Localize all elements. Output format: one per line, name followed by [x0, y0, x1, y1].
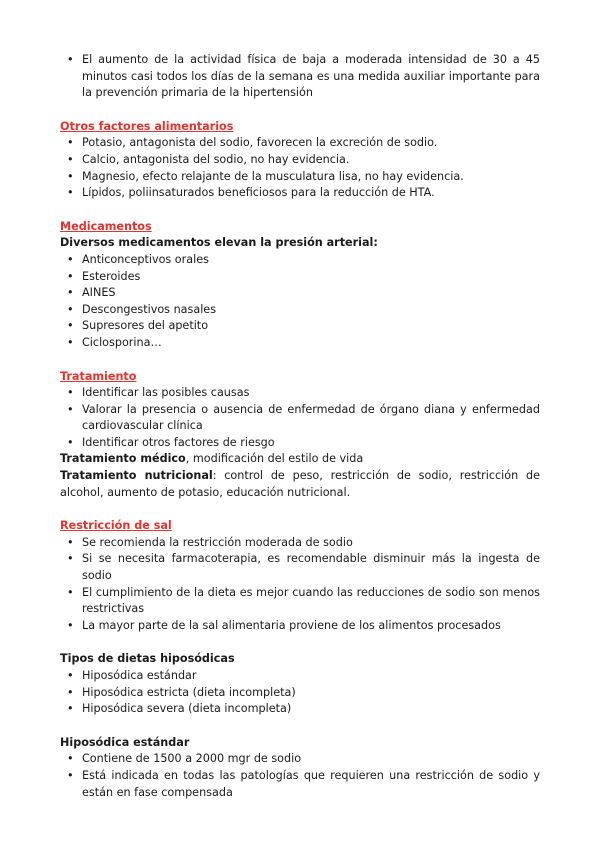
tratamiento-medico-label: Tratamiento médico — [60, 452, 186, 466]
tratamiento-nutricional-paragraph — [60, 468, 540, 501]
section-tipos-dietas — [60, 651, 540, 717]
otros-factores-list — [60, 135, 540, 201]
list-item: • Ciclosporina… — [60, 335, 540, 352]
list-item: • Esteroides — [60, 269, 540, 286]
medicamentos-subheading: Diversos medicamentos elevan la presión arterial: — [60, 236, 378, 250]
tratamiento-medico-text: , modificación del estilo de vida — [185, 452, 364, 466]
list-item: • Valorar la presencia o ausencia de enfermedad de órgano diana y enfermedad cardiovascular clínica — [60, 402, 540, 435]
list-item: • Hiposódica estricta (dieta incompleta) — [60, 685, 540, 702]
medicamentos-heading: Medicamentos — [60, 219, 152, 233]
list-item: • Magnesio, efecto relajante de la musculatura lisa, no hay evidencia. — [60, 169, 540, 186]
section-medicamentos — [60, 219, 540, 352]
restriccion-sal-list — [60, 535, 540, 635]
restriccion-sal-heading: Restricción de sal — [60, 519, 172, 533]
list-item: • Anticonceptivos orales — [60, 252, 540, 269]
list-item: • Contiene de 1500 a 2000 mgr de sodio — [60, 751, 540, 768]
list-item: • Hiposódica severa (dieta incompleta) — [60, 701, 540, 718]
section-tratamiento — [60, 369, 540, 502]
list-item: • La mayor parte de la sal alimentaria proviene de los alimentos procesados — [60, 618, 540, 635]
list-item: • AINES — [60, 285, 540, 302]
medicamentos-list — [60, 252, 540, 352]
list-item: • Calcio, antagonista del sodio, no hay evidencia. — [60, 152, 540, 169]
tipos-dietas-heading: Tipos de dietas hiposódicas — [60, 652, 235, 666]
list-item: • El cumplimiento de la dieta es mejor cuando las reducciones de sodio son menos restrictivas — [60, 585, 540, 618]
list-item: • Identificar otros factores de riesgo — [60, 435, 540, 452]
list-item: • Descongestivos nasales — [60, 302, 540, 319]
section-restriccion-sal — [60, 518, 540, 634]
section-otros-factores — [60, 119, 540, 202]
tratamiento-list — [60, 385, 540, 451]
section-intro — [60, 52, 540, 102]
otros-factores-heading: Otros factores alimentarios — [60, 119, 234, 133]
list-item: • Supresores del apetito — [60, 318, 540, 335]
document-content — [60, 52, 540, 818]
list-item: • El aumento de la actividad física de baja a moderada intensidad de 30 a 45 minutos casi todos los días de la semana es una medida auxiliar importante para la prevención primaria de la hipertensión — [60, 52, 540, 102]
list-item: • Potasio, antagonista del sodio, favorecen la excreción de sodio. — [60, 135, 540, 152]
list-item: • Lípidos, poliinsaturados beneficiosos para la reducción de HTA. — [60, 185, 540, 202]
list-item: • Se recomienda la restricción moderada de sodio — [60, 535, 540, 552]
tratamiento-nutricional-text: : control de peso, restricción de sodio, restricción de alcohol, aumento de potasio, educación nutricional. — [60, 469, 540, 499]
intro-list — [60, 52, 540, 102]
tratamiento-medico-paragraph — [60, 451, 540, 468]
tratamiento-nutricional-label: Tratamiento nutricional — [60, 469, 213, 483]
list-item: • Identificar las posibles causas — [60, 385, 540, 402]
list-item: • Está indicada en todas las patologías que requieren una restricción de sodio y están en fase compensada — [60, 768, 540, 801]
list-item: • Si se necesita farmacoterapia, es recomendable disminuir más la ingesta de sodio — [60, 551, 540, 584]
tratamiento-heading: Tratamiento — [60, 369, 137, 383]
section-hiposodica-estandar — [60, 735, 540, 801]
list-item: • Hiposódica estándar — [60, 668, 540, 685]
tipos-dietas-list — [60, 668, 540, 718]
hiposodica-estandar-list — [60, 751, 540, 801]
hiposodica-estandar-heading: Hiposódica estándar — [60, 735, 190, 749]
